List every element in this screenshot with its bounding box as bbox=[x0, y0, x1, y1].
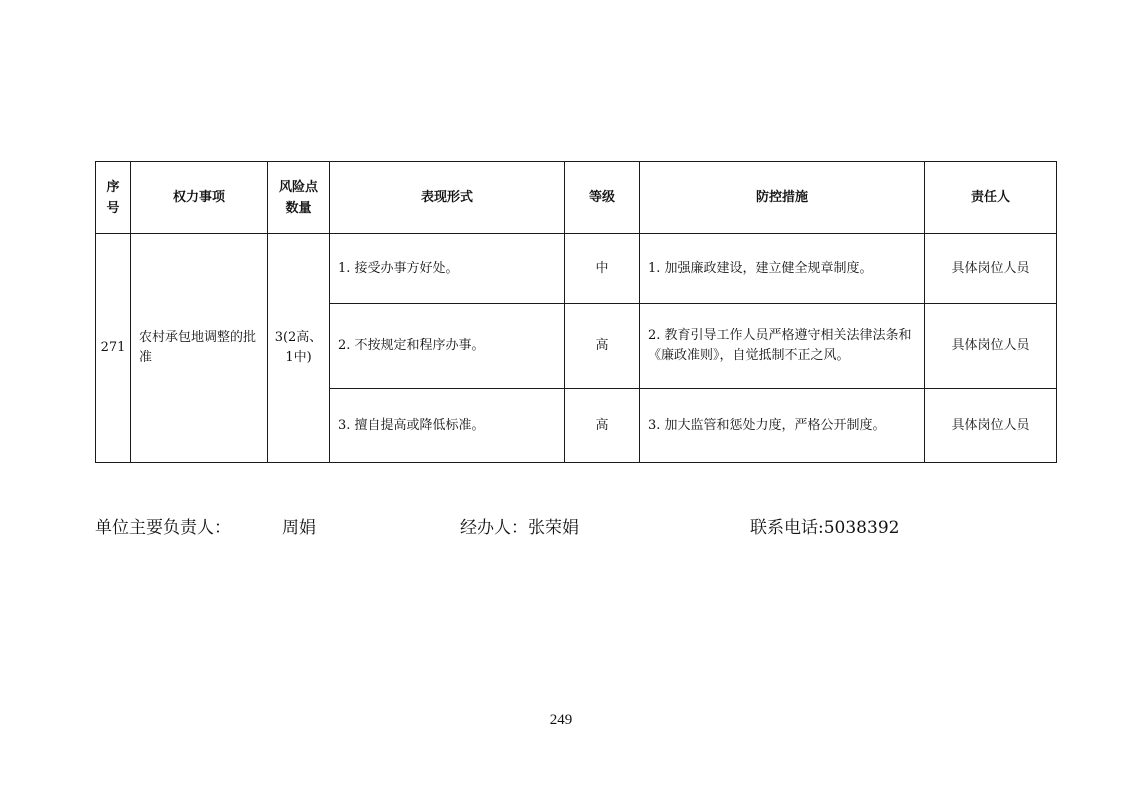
measures-cell: 2. 教育引导工作人员严格遵守相关法律法条和《廉政准则》，自觉抵制不正之风。 bbox=[640, 304, 925, 389]
handler-name: 张荣娟 bbox=[528, 518, 579, 538]
risk-table bbox=[95, 161, 1057, 463]
header-form: 表现形式 bbox=[330, 162, 565, 234]
header-row bbox=[96, 162, 1057, 234]
phone-value: 5038392 bbox=[823, 518, 900, 538]
header-item: 权力事项 bbox=[131, 162, 268, 234]
owner-cell: 具体岗位人员 bbox=[925, 389, 1057, 463]
header-owner: 责任人 bbox=[925, 162, 1057, 234]
handler-label: 经办人： bbox=[460, 518, 528, 538]
risk-count-cell: 3(2高、 1中) bbox=[268, 234, 330, 463]
phone-label: 联系电话: bbox=[750, 518, 824, 538]
measures-cell: 3. 加大监管和惩处力度，严格公开制度。 bbox=[640, 389, 925, 463]
leader-name: 周娟 bbox=[282, 518, 316, 538]
header-level: 等级 bbox=[565, 162, 640, 234]
seq-cell: 271 bbox=[96, 234, 131, 463]
form-cell: 2. 不按规定和程序办事。 bbox=[330, 304, 565, 389]
form-cell: 3. 擅自提高或降低标准。 bbox=[330, 389, 565, 463]
form-cell: 1. 接受办事方好处。 bbox=[330, 234, 565, 304]
table-row bbox=[96, 234, 1057, 304]
owner-cell: 具体岗位人员 bbox=[925, 234, 1057, 304]
header-seq: 序 号 bbox=[96, 162, 131, 234]
header-measures: 防控措施 bbox=[640, 162, 925, 234]
phone-field bbox=[750, 513, 899, 538]
page-number: 249 bbox=[549, 712, 573, 728]
owner-cell: 具体岗位人员 bbox=[925, 304, 1057, 389]
level-cell: 高 bbox=[565, 304, 640, 389]
header-risk-count: 风险点 数量 bbox=[268, 162, 330, 234]
leader-label: 单位主要负责人： bbox=[95, 518, 231, 538]
item-cell: 农村承包地调整的批准 bbox=[131, 234, 268, 463]
level-cell: 高 bbox=[565, 389, 640, 463]
handler-field bbox=[460, 513, 579, 538]
measures-cell: 1. 加强廉政建设，建立健全规章制度。 bbox=[640, 234, 925, 304]
level-cell: 中 bbox=[565, 234, 640, 304]
